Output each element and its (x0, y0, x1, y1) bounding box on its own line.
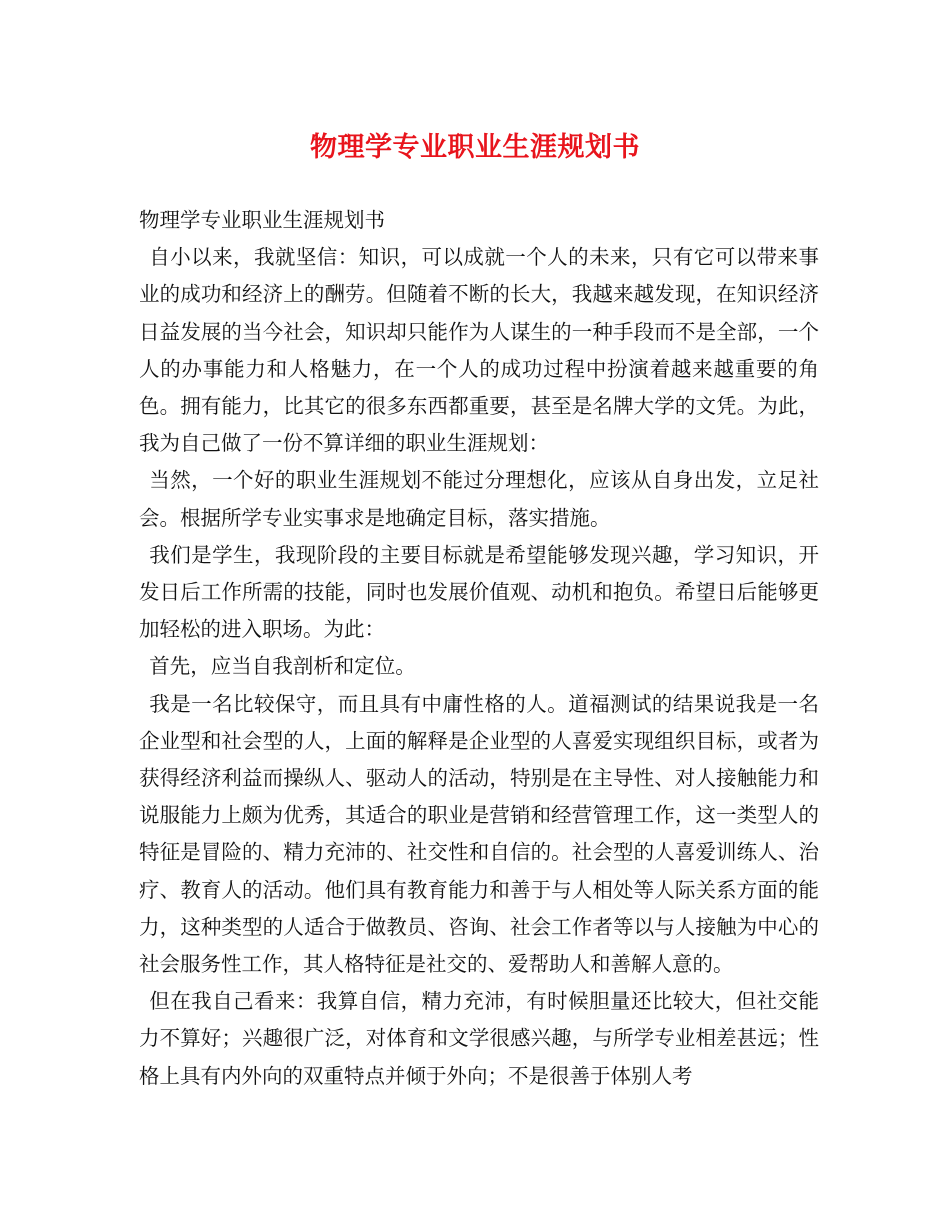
paragraph: 但在我自己看来：我算自信，精力充沛，有时候胆量还比较大，但社交能力不算好；兴趣很广泛，对体育和文学很感兴趣，与所学专业相差甚远；性格上具有内外向的双重特点并倾于外向；不是很善于体别人考 (139, 989, 819, 1088)
paragraph: 我是一名比较保守，而且具有中庸性格的人。道福测试的结果说我是一名企业型和社会型的人，上面的解释是企业型的人喜爱实现组织目标，或者为获得经济利益而操纵人、驱动人的活动，特别是在主导性、对人接触能力和说服能力上颇为优秀，其适合的职业是营销和经营管理工作，这一类型人的特征是冒险的、精力充沛的、社交性和自信的。社会型的人喜爱训练人、治疗、教育人的活动。他们具有教育能力和善于与人相处等人际关系方面的能力，这种类型的人适合于做教员、咨询、社会工作者等以与人接触为中心的社会服务性工作，其人格特征是社交的、爱帮助人和善解人意的。 (139, 691, 819, 977)
paragraph: 我们是学生，我现阶段的主要目标就是希望能够发现兴趣，学习知识，开发日后工作所需的技能，同时也发展价值观、动机和抱负。希望日后能够更加轻松的进入职场。为此： (139, 542, 819, 642)
paragraph: 当然，一个好的职业生涯规划不能过分理想化，应该从自身出发，立足社会。根据所学专业实事求是地确定目标，落实措施。 (139, 468, 819, 530)
paragraph: 首先，应当自我剖析和定位。 (149, 654, 416, 679)
document-title: 物理学专业职业生涯规划书 (310, 132, 640, 163)
body-heading: 物理学专业职业生涯规划书 (139, 208, 385, 232)
document-body (139, 202, 819, 1095)
paragraph: 自小以来，我就坚信：知识，可以成就一个人的未来，只有它可以带来事业的成功和经济上的酬劳。但随着不断的长大，我越来越发现，在知识经济日益发展的当今社会，知识却只能作为人谋生的一种手段而不是全部，一个人的办事能力和人格魅力，在一个人的成功过程中扮演着越来越重要的角色。拥有能力，比其它的很多东西都重要，甚至是名牌大学的文凭。为此，我为自己做了一份不算详细的职业生涯规划： (139, 245, 819, 456)
